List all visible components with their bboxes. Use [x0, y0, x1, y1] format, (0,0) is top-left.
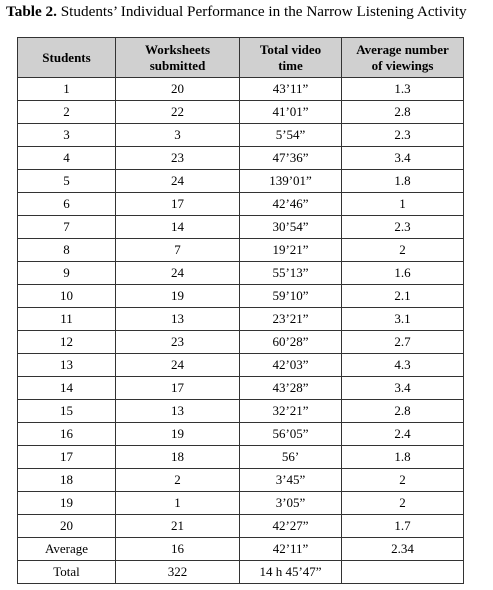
- table-title: Students’ Individual Performance in the Narrow Listening Activity: [60, 3, 467, 20]
- table-row: [18, 124, 464, 147]
- cell-student: 2: [18, 101, 116, 124]
- cell-video-time: 60’28”: [240, 331, 342, 354]
- cell-video-time: 3’45”: [240, 469, 342, 492]
- cell-student: 1: [18, 78, 116, 101]
- cell-worksheets: 13: [116, 400, 240, 423]
- cell-student: 18: [18, 469, 116, 492]
- header-worksheets: Worksheets submitted: [116, 38, 240, 78]
- cell-video-time: 42’27”: [240, 515, 342, 538]
- cell-worksheets: 1: [116, 492, 240, 515]
- cell-student: 8: [18, 239, 116, 262]
- cell-avg-viewings: 2.8: [342, 400, 464, 423]
- cell-video-time: 32’21”: [240, 400, 342, 423]
- table-row: [18, 515, 464, 538]
- cell-video-time: 59’10”: [240, 285, 342, 308]
- table-row: [18, 170, 464, 193]
- cell-video-time: 42’11”: [240, 538, 342, 561]
- cell-worksheets: 7: [116, 239, 240, 262]
- table-row: [18, 308, 464, 331]
- cell-video-time: 42’46”: [240, 193, 342, 216]
- cell-video-time: 55’13”: [240, 262, 342, 285]
- cell-worksheets: 17: [116, 377, 240, 400]
- cell-student: 6: [18, 193, 116, 216]
- cell-worksheets: 14: [116, 216, 240, 239]
- table-row: [18, 492, 464, 515]
- table-row: [18, 331, 464, 354]
- cell-worksheets: 24: [116, 354, 240, 377]
- cell-avg-viewings: 1.8: [342, 446, 464, 469]
- cell-avg-viewings: 2.4: [342, 423, 464, 446]
- table-row: [18, 262, 464, 285]
- cell-avg-viewings: 4.3: [342, 354, 464, 377]
- cell-video-time: 5’54”: [240, 124, 342, 147]
- cell-avg-viewings: 1.8: [342, 170, 464, 193]
- table-row: [18, 538, 464, 561]
- cell-avg-viewings: 3.4: [342, 377, 464, 400]
- cell-avg-viewings: 2.1: [342, 285, 464, 308]
- cell-avg-viewings: 2.3: [342, 216, 464, 239]
- cell-worksheets: 20: [116, 78, 240, 101]
- cell-video-time: 47’36”: [240, 147, 342, 170]
- cell-worksheets: 16: [116, 538, 240, 561]
- cell-worksheets: 22: [116, 101, 240, 124]
- header-video-time: Total video time: [240, 38, 342, 78]
- cell-avg-viewings: 2.3: [342, 124, 464, 147]
- cell-avg-viewings: 1.7: [342, 515, 464, 538]
- cell-worksheets: 19: [116, 285, 240, 308]
- cell-worksheets: 322: [116, 561, 240, 584]
- cell-worksheets: 19: [116, 423, 240, 446]
- cell-avg-viewings: [342, 561, 464, 584]
- cell-avg-viewings: 1: [342, 193, 464, 216]
- cell-avg-viewings: 3.1: [342, 308, 464, 331]
- cell-video-time: 56’: [240, 446, 342, 469]
- cell-video-time: 23’21”: [240, 308, 342, 331]
- table-row: [18, 216, 464, 239]
- cell-video-time: 14 h 45’47”: [240, 561, 342, 584]
- cell-avg-viewings: 2.7: [342, 331, 464, 354]
- cell-student: 10: [18, 285, 116, 308]
- table-row: [18, 193, 464, 216]
- cell-student: 19: [18, 492, 116, 515]
- cell-worksheets: 24: [116, 170, 240, 193]
- cell-video-time: 43’28”: [240, 377, 342, 400]
- cell-student: 14: [18, 377, 116, 400]
- table-row: [18, 377, 464, 400]
- table-row: [18, 423, 464, 446]
- performance-table: [17, 37, 464, 584]
- cell-video-time: 43’11”: [240, 78, 342, 101]
- cell-avg-viewings: 1.3: [342, 78, 464, 101]
- cell-worksheets: 17: [116, 193, 240, 216]
- cell-avg-viewings: 2: [342, 239, 464, 262]
- cell-student: 13: [18, 354, 116, 377]
- cell-video-time: 139’01”: [240, 170, 342, 193]
- table-row: [18, 78, 464, 101]
- cell-student: Average: [18, 538, 116, 561]
- cell-student: 17: [18, 446, 116, 469]
- cell-student: 7: [18, 216, 116, 239]
- cell-student: 15: [18, 400, 116, 423]
- cell-worksheets: 21: [116, 515, 240, 538]
- cell-worksheets: 23: [116, 147, 240, 170]
- table-label: Table 2.: [6, 3, 57, 20]
- table-row: [18, 446, 464, 469]
- cell-avg-viewings: 2.8: [342, 101, 464, 124]
- cell-student: 16: [18, 423, 116, 446]
- cell-student: 9: [18, 262, 116, 285]
- table-row: [18, 561, 464, 584]
- cell-avg-viewings: 3.4: [342, 147, 464, 170]
- header-avg-viewings: Average number of viewings: [342, 38, 464, 78]
- cell-video-time: 19’21”: [240, 239, 342, 262]
- cell-worksheets: 24: [116, 262, 240, 285]
- table-row: [18, 239, 464, 262]
- cell-student: 5: [18, 170, 116, 193]
- cell-student: 3: [18, 124, 116, 147]
- cell-avg-viewings: 2.34: [342, 538, 464, 561]
- cell-video-time: 30’54”: [240, 216, 342, 239]
- cell-student: 11: [18, 308, 116, 331]
- table-row: [18, 469, 464, 492]
- cell-worksheets: 2: [116, 469, 240, 492]
- cell-avg-viewings: 2: [342, 469, 464, 492]
- cell-video-time: 56’05”: [240, 423, 342, 446]
- table-caption: [6, 3, 491, 21]
- table-row: [18, 354, 464, 377]
- cell-avg-viewings: 2: [342, 492, 464, 515]
- table-row: [18, 101, 464, 124]
- table-row: [18, 285, 464, 308]
- cell-worksheets: 18: [116, 446, 240, 469]
- table-row: [18, 400, 464, 423]
- table-row: [18, 147, 464, 170]
- cell-student: 20: [18, 515, 116, 538]
- table-body: [18, 78, 464, 584]
- cell-student: Total: [18, 561, 116, 584]
- cell-worksheets: 13: [116, 308, 240, 331]
- cell-worksheets: 23: [116, 331, 240, 354]
- cell-worksheets: 3: [116, 124, 240, 147]
- cell-avg-viewings: 1.6: [342, 262, 464, 285]
- cell-video-time: 41’01”: [240, 101, 342, 124]
- cell-video-time: 42’03”: [240, 354, 342, 377]
- cell-video-time: 3’05”: [240, 492, 342, 515]
- cell-student: 12: [18, 331, 116, 354]
- cell-student: 4: [18, 147, 116, 170]
- header-row: [18, 38, 464, 78]
- table-header: [18, 38, 464, 78]
- header-students: Students: [18, 38, 116, 78]
